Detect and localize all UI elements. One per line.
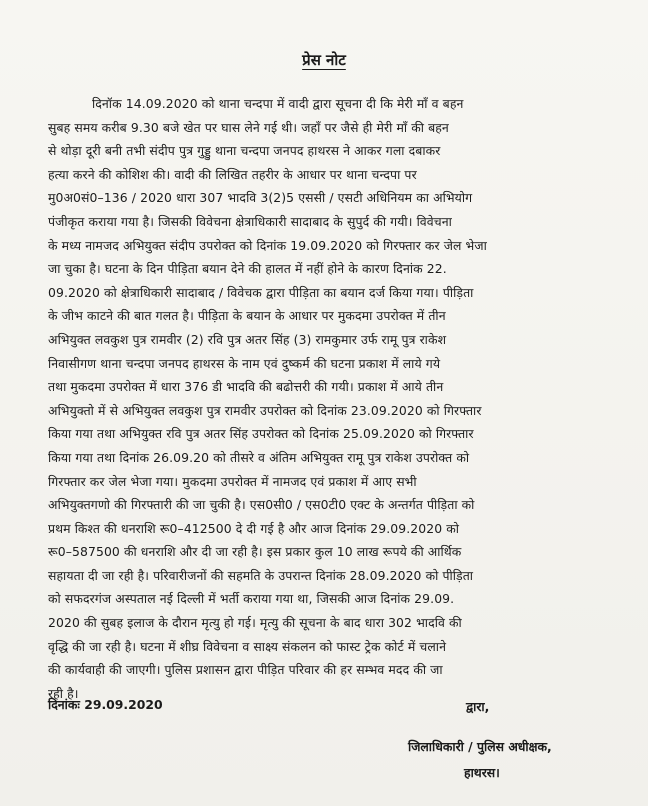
date-line: दिनांकः 29.09.2020 [48, 697, 163, 712]
body-line: जा चुका है। घटना के दिन पीड़िता बयान देने की हालत में नहीं होने के कारण दिनांक 22. [48, 261, 447, 277]
body-line: रू0–587500 की धनराशि और दी जा रही है। इस प्रकार कुल 10 लाख रूपये की आर्थिक [48, 544, 462, 560]
body-line: दिनॉक 14.09.2020 को थाना चन्दपा में वादी द्वारा सूचना दी कि मेरी माँ व बहन [92, 96, 464, 111]
body-line: सुबह समय करीब 9.30 बजे खेत पर घास लेने गई थी। जहाँ पर जैसे ही मेरी माँ की बहन [48, 119, 449, 135]
body-line: 2020 की सुबह इलाज के दौरान मृत्यु हो गई। मृत्यु की सूचना के बाद धारा 302 भादवि की [48, 615, 462, 631]
body-line: अभियुक्त लवकुश पुत्र रामवीर (2) रवि पुत्र अतर सिंह (3) रामकुमार उर्फ रामू पुत्र राकेश [48, 331, 447, 347]
body-line: रही है। [48, 685, 79, 701]
body-line: मु0अ0सं0–136 / 2020 धारा 307 भादवि 3(2)5 एससी / एसटी अधिनियम का अभियोग [48, 190, 473, 206]
body-line: अभियुक्तगणो की गिरफ्तारी की जा चुकी है। एस0सी0 / एस0टी0 एक्ट के अन्तर्गत पीड़िता को [48, 497, 475, 513]
body-line: के मध्य नामजद अभियुक्त संदीप उपरोक्त को दिनांक 19.09.2020 को गिरफ्तार कर जेल भेजा [48, 237, 487, 253]
press-note-body [48, 92, 616, 705]
signatory-place: हाथरस। [464, 765, 500, 780]
body-line: की कार्यवाही की जाएगी। पुलिस प्रशासन द्वारा पीड़ित परिवार की हर सम्भव मदद की जा [48, 662, 443, 678]
body-line: पंजीकृत कराया गया है। जिसकी विवेचना क्षेत्राधिकारी सादाबाद के सुपुर्द की गयी। विवेचना [48, 213, 452, 229]
body-line: सहायता दी जा रही है। परिवारीजनों की सहमति के उपरान्त दिनांक 28.09.2020 को पीड़िता [48, 567, 474, 583]
body-line: तथा मुकदमा उपरोक्त में धारा 376 डी भादवि की बढोत्तरी की गयी। प्रकाश में आये तीन [48, 379, 444, 395]
page-title [0, 50, 648, 70]
body-line: गिरफ्तार कर जेल भेजा गया। मुकदमा उपरोक्त में नामजद एवं प्रकाश में आए सभी [48, 473, 417, 489]
body-line: के जीभ काटने की बात गलत है। पीड़िता के बयान के आधार पर मुकदमा उपरोक्त में तीन [48, 308, 446, 324]
body-line: वृद्धि की जा रही है। घटना में शीघ्र विवेचना व साक्ष्य संकलन को फास्ट ट्रेक कोर्ट में चलाने [48, 638, 447, 654]
body-line: निवासीगण थाना चन्दपा जनपद हाथरस के नाम एवं दुष्कर्म की घटना प्रकाश में लाये गये [48, 355, 441, 371]
body-line: 09.2020 को क्षेत्राधिकारी सादाबाद / विवेचक द्वारा पीड़िता का बयान दर्ज किया गया। पीड़िता [48, 284, 474, 300]
body-line: अभियुक्तो में से अभियुक्त लवकुश पुत्र रामवीर उपरोक्त को दिनांक 23.09.2020 को गिरफ्तार [48, 402, 482, 418]
body-line: किया गया तथा अभियुक्त रवि पुत्र अतर सिंह उपरोक्त को दिनांक 25.09.2020 को गिरफ्तार [48, 426, 474, 442]
body-line: किया गया तथा दिनांक 26.09.20 को तीसरे व अंतिम अभियुक्त रामू पुत्र राकेश उपरोक्त को [48, 449, 470, 465]
body-line: प्रथम किश्त की धनराशि रू0–412500 दे दी गई है और आज दिनांक 29.09.2020 को [48, 520, 460, 536]
through-label: द्वारा, [466, 699, 490, 714]
body-line: को सफदरगंज अस्पताल नई दिल्ली में भर्ती कराया गया था, जिसकी आज दिनांक 29.09. [48, 591, 455, 607]
signatory-designation: जिलाधिकारी / पुलिस अधीक्षक, [408, 739, 552, 754]
title-text: प्रेस नोट [302, 51, 346, 69]
body-line: से थोड़ा दूरी बनी तभी संदीप पुत्र गुड्डु थाना चन्दपा जनपद हाथरस ने आकर गला दबाकर [48, 143, 441, 159]
body-line: हत्या करने की कोशिश की। वादी की लिखित तहरीर के आधार पर थाना चन्दपा पर [48, 166, 417, 182]
